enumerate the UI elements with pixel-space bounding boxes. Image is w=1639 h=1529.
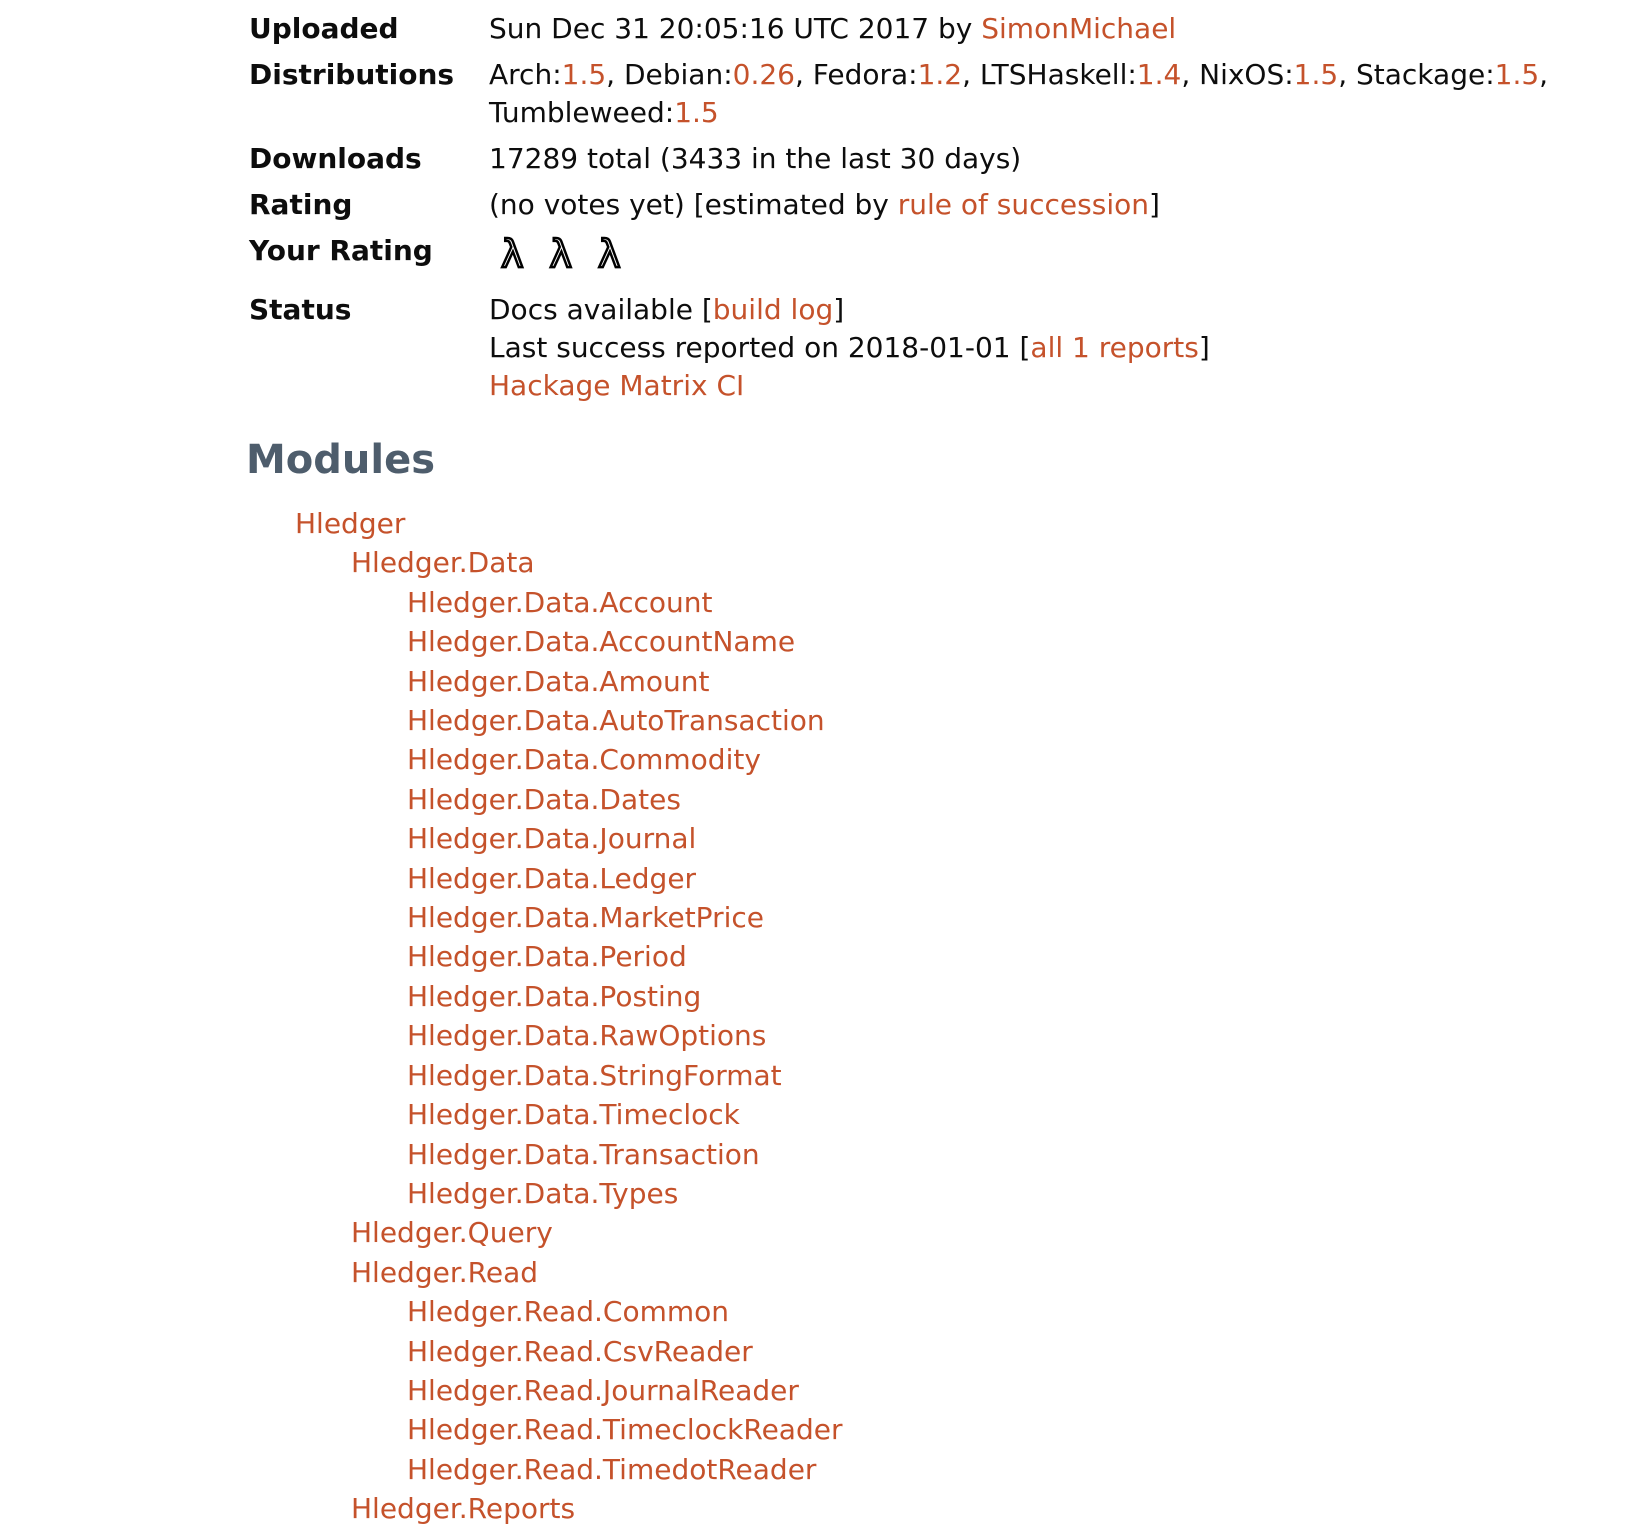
hackage-matrix-ci-link[interactable]: Hackage Matrix CI [489, 369, 745, 402]
distribution-text: , Fedora: [794, 58, 918, 91]
module-list-item [407, 1095, 1639, 1134]
downloads-value: 17289 total (3433 in the last 30 days) [489, 142, 1022, 175]
module-list-item [351, 1213, 1639, 1252]
module-list-item [407, 1450, 1639, 1489]
module-link[interactable]: Hledger.Data.Transaction [407, 1137, 760, 1171]
downloads-label: Downloads [249, 142, 422, 175]
property-row-distributions [249, 52, 1548, 136]
module-link[interactable]: Hledger.Data.Types [407, 1176, 679, 1210]
status-line-matrix-ci [489, 367, 1548, 405]
module-link[interactable]: Hledger.Data.Commodity [407, 743, 761, 777]
uploaded-label: Uploaded [249, 12, 399, 45]
module-link[interactable]: Hledger.Data.RawOptions [407, 1019, 767, 1053]
module-list-item [407, 701, 1639, 740]
distribution-version-link[interactable]: 1.5 [1494, 58, 1540, 91]
module-link[interactable]: Hledger.Data.AccountName [407, 625, 796, 659]
module-link[interactable]: Hledger.Read.CsvReader [407, 1334, 753, 1368]
upload-time: Sun Dec 31 20:05:16 UTC 2017 by [489, 12, 982, 45]
module-link[interactable]: Hledger.Data.Dates [407, 782, 681, 816]
module-list-item [407, 977, 1639, 1016]
module-link[interactable]: Hledger.Data.Period [407, 940, 687, 974]
module-link[interactable]: Hledger.Data.StringFormat [407, 1058, 782, 1092]
module-link[interactable]: Hledger.Read [351, 1255, 539, 1289]
property-row-downloads [249, 136, 1548, 182]
distribution-text: Arch: [489, 58, 562, 91]
module-list-item [351, 1253, 1639, 1292]
module-link[interactable]: Hledger.Reports [351, 1492, 576, 1526]
module-link[interactable]: Hledger.Data.Amount [407, 664, 710, 698]
build-log-link[interactable]: build log [712, 293, 834, 326]
module-link[interactable]: Hledger.Read.TimedotReader [407, 1452, 817, 1486]
module-link[interactable]: Hledger.Data.AutoTransaction [407, 704, 825, 738]
property-row-your-rating [249, 228, 1548, 287]
module-list-item [407, 1410, 1639, 1449]
module-list-item [407, 859, 1639, 898]
module-list-item [351, 543, 1639, 582]
module-list-item [351, 1489, 1639, 1528]
module-list-item [407, 898, 1639, 937]
rating-label: Rating [249, 188, 353, 221]
module-link[interactable]: Hledger.Data.Journal [407, 822, 697, 856]
module-link[interactable]: Hledger.Data [351, 546, 535, 580]
module-list-item [407, 662, 1639, 701]
module-link[interactable]: Hledger.Read.JournalReader [407, 1373, 799, 1407]
module-list-item [407, 740, 1639, 779]
module-link[interactable]: Hledger.Data.Posting [407, 979, 702, 1013]
modules-heading: Modules [246, 437, 436, 483]
distribution-version-link[interactable]: 1.2 [917, 58, 963, 91]
module-link[interactable]: Hledger.Data.Ledger [407, 861, 697, 895]
rule-of-succession-link[interactable]: rule of succession [897, 188, 1149, 221]
status-line-last-success: Last success reported on 2018-01-01 [all 1 reports] [489, 331, 1210, 364]
module-list-item [407, 583, 1639, 622]
property-row-status [249, 287, 1548, 409]
module-list-item [407, 1135, 1639, 1174]
module-list-item [407, 1292, 1639, 1331]
module-list-item [407, 622, 1639, 661]
status-line-docs: Docs available [build log] [489, 293, 845, 326]
status-label: Status [249, 293, 352, 326]
distribution-text: Tumbleweed: [489, 96, 675, 129]
module-list-item [407, 1174, 1639, 1213]
module-list-item [407, 1371, 1639, 1410]
rating-text: (no votes yet) [estimated by [489, 188, 898, 221]
distribution-text: , NixOS: [1181, 58, 1294, 91]
distribution-text: , [1539, 58, 1549, 91]
package-page [0, 6, 1639, 1529]
module-list-item [407, 1332, 1639, 1371]
module-link[interactable]: Hledger [295, 507, 406, 540]
distribution-version-link[interactable]: 1.5 [1293, 58, 1339, 91]
your-rating-label: Your Rating [249, 234, 433, 267]
module-link[interactable]: Hledger.Read.Common [407, 1295, 730, 1329]
module-link[interactable]: Hledger.Data.Timeclock [407, 1098, 740, 1132]
module-list-item [407, 780, 1639, 819]
distribution-version-link[interactable]: 1.5 [561, 58, 607, 91]
module-link[interactable]: Hledger.Read.TimeclockReader [407, 1413, 843, 1447]
distribution-version-link[interactable]: 0.26 [732, 58, 795, 91]
uploader-link[interactable]: SimonMichael [981, 12, 1177, 45]
module-link[interactable]: Hledger.Data.Account [407, 585, 713, 619]
module-list-item [407, 1056, 1639, 1095]
all-reports-link[interactable]: all 1 reports [1030, 331, 1199, 364]
rating-text-suffix: ] [1148, 188, 1160, 221]
distribution-version-link[interactable]: 1.4 [1136, 58, 1182, 91]
distribution-text: , LTSHaskell: [962, 58, 1137, 91]
property-row-rating [249, 182, 1548, 228]
distribution-version-link[interactable]: 1.5 [674, 96, 719, 129]
module-list-item [407, 1016, 1639, 1055]
distributions-label: Distributions [249, 58, 455, 91]
lambda-rating-icon-2[interactable]: λ [549, 232, 572, 276]
distribution-text: , Stackage: [1338, 58, 1495, 91]
lambda-rating-icon-3[interactable]: λ [598, 232, 621, 276]
property-row-uploaded [249, 6, 1548, 52]
module-list-item [407, 819, 1639, 858]
module-link[interactable]: Hledger.Query [351, 1216, 553, 1250]
module-link[interactable]: Hledger.Data.MarketPrice [407, 901, 764, 935]
module-list [0, 504, 1639, 1529]
package-properties-table [249, 6, 1548, 409]
lambda-rating-icon-1[interactable]: λ [501, 232, 524, 276]
distribution-text: , Debian: [606, 58, 733, 91]
module-list-item [295, 504, 1639, 543]
module-list-item [407, 937, 1639, 976]
